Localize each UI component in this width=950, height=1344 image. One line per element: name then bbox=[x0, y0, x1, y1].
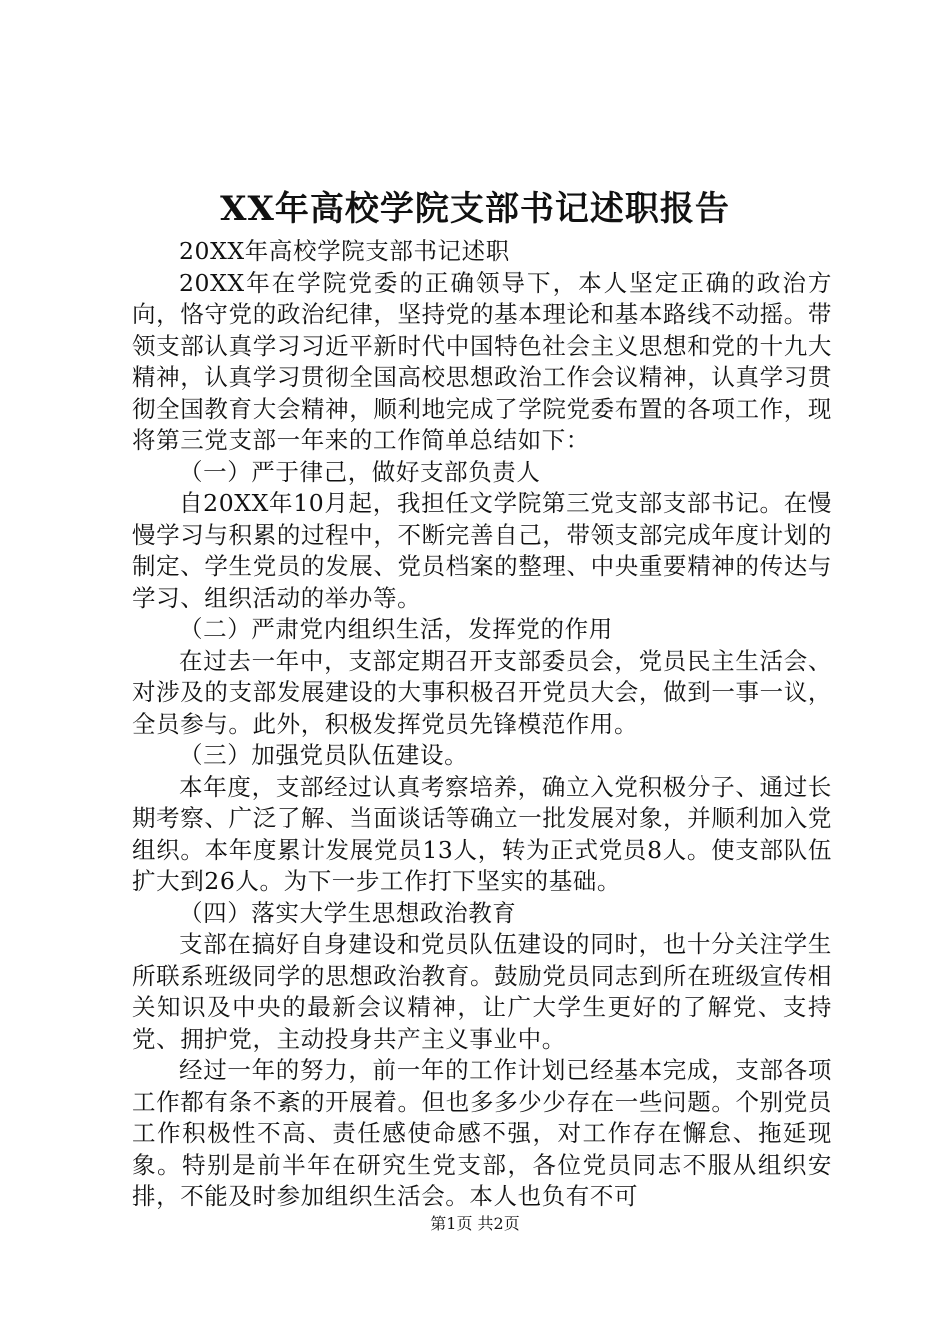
section-heading: （三）加强党员队伍建设。 bbox=[179, 741, 469, 769]
paragraph: 本年度，支部经过认真考察培养，确立入党积极分子、通过长期考察、广泛了解、当面谈话等确立一批发展对象，并顺利加入党组织。本年度累计发展党员13人，转为正式党员8人。使支部队伍扩大到26人。为下一步工作打下坚实的基础。 bbox=[132, 772, 832, 895]
document-body bbox=[132, 236, 832, 1213]
page-footer: 第1页 共2页 bbox=[430, 1214, 520, 1233]
section-heading: （四）落实大学生思想政治教育 bbox=[179, 898, 517, 927]
paragraph: 经过一年的努力，前一年的工作计划已经基本完成，支部各项工作都有条不紊的开展着。但也多多少少存在一些问题。个别党员工作积极性不高、责任感使命感不强，对工作存在懈怠、拖延现象。特别是前半年在研究生党支部，各位党员同志不服从组织安排，不能及时参加组织生活会。本人也负有不可 bbox=[132, 1056, 832, 1210]
section-heading: （二）严肃党内组织生活，发挥党的作用 bbox=[179, 615, 613, 643]
section-heading: （一）严于律己，做好支部负责人 bbox=[179, 457, 541, 486]
paragraph: 20XX年高校学院支部书记述职 bbox=[179, 237, 510, 265]
document-title: XX年高校学院支部书记述职报告 bbox=[220, 189, 730, 229]
paragraph: 在过去一年中，支部定期召开支部委员会，党员民主生活会、对涉及的支部发展建设的大事积极召开党员大会，做到一事一议，全员参与。此外，积极发挥党员先锋模范作用。 bbox=[132, 646, 832, 738]
paragraph: 20XX年在学院党委的正确领导下，本人坚定正确的政治方向，恪守党的政治纪律，坚持党的基本理论和基本路线不动摇。带领支部认真学习习近平新时代中国特色社会主义思想和党的十九大精神，认真学习贯彻全国高校思想政治工作会议精神，认真学习贯彻全国教育大会精神，顺利地完成了学院党委布置的各项工作，现将第三党支部一年来的工作简单总结如下： bbox=[132, 268, 832, 454]
paragraph: 支部在搞好自身建设和党员队伍建设的同时，也十分关注学生所联系班级同学的思想政治教育。鼓励党员同志到所在班级宣传相关知识及中央的最新会议精神，让广大学生更好的了解党、支持党、拥护党，主动投身共产主义事业中。 bbox=[132, 930, 832, 1053]
paragraph: 自20XX年10月起，我担任文学院第三党支部支部书记。在慢慢学习与积累的过程中，不断完善自己，带领支部完成年度计划的制定、学生党员的发展、党员档案的整理、中央重要精神的传达与学习、组织活动的举办等。 bbox=[132, 489, 832, 612]
